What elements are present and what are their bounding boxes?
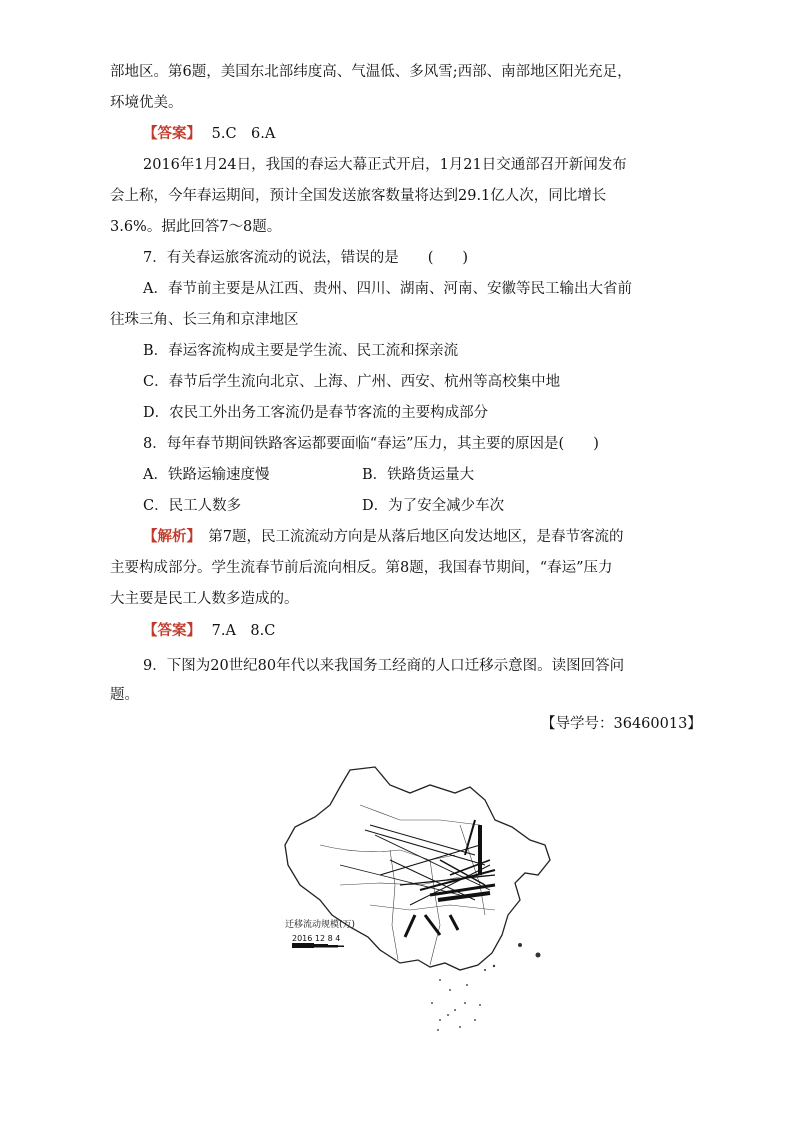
answer-line xyxy=(143,621,275,641)
question-8-option-b: B．铁路货运量大 xyxy=(362,467,475,483)
question-7-stem: 7．有关春运旅客流动的说法，错误的是 ( ) xyxy=(143,250,469,266)
question-8-option-a: A．铁路运输速度慢 xyxy=(143,467,270,483)
intro-line: 2016年1月24日，我国的春运大幕正式开启，1月21日交通部召开新闻发布 xyxy=(143,157,627,173)
question-8-stem: 8．每年春节期间铁路客运都要面临“春运”压力，其主要的原因是( ) xyxy=(143,436,599,452)
answer-tag: 【答案】 xyxy=(143,125,201,142)
answer-line xyxy=(143,124,275,144)
question-7-option-b: B．春运客流构成主要是学生流、民工流和探亲流 xyxy=(143,343,459,359)
analysis-text: 第7题，民工流流动方向是从落后地区向发达地区，是春节客流的 xyxy=(193,529,624,545)
analysis-line: 大主要是民工人数多造成的。 xyxy=(110,591,299,607)
answer-text: 7.A 8.C xyxy=(211,623,276,639)
paragraph-line: 部地区。第6题，美国东北部纬度高、气温低、多风雪;西部、南部地区阳光充足， xyxy=(110,64,632,80)
answer-text: 5.C 6.A xyxy=(211,126,276,142)
question-8-option-d: D．为了安全减少车次 xyxy=(362,498,505,514)
guide-number: 【导学号：36460013】 xyxy=(541,716,702,732)
analysis-line: 主要构成部分。学生流春节前后流向相反。第8题，我国春节期间，“春运”压力 xyxy=(110,560,613,576)
question-8-option-c: C．民工人数多 xyxy=(143,498,242,514)
question-7-option-a-cont: 往珠三角、长三角和京津地区 xyxy=(110,312,299,328)
question-9-stem-cont: 题。 xyxy=(110,687,139,703)
analysis-line xyxy=(143,527,623,547)
question-7-option-d: D．农民工外出务工客流仍是春节客流的主要构成部分 xyxy=(143,405,489,421)
migration-map xyxy=(280,765,570,1045)
map-legend-scale: 2016 12 8 4 xyxy=(292,934,341,943)
analysis-tag: 【解析】 xyxy=(143,528,194,545)
question-7-option-a: A．春节前主要是从江西、贵州、四川、湖南、河南、安徽等民工输出大省前 xyxy=(143,281,632,297)
question-7-option-c: C．春节后学生流向北京、上海、广州、西安、杭州等高校集中地 xyxy=(143,374,561,390)
intro-line: 3.6%。据此回答7～8题。 xyxy=(110,219,282,235)
intro-line: 会上称，今年春运期间，预计全国发送旅客数量将达到29.1亿人次，同比增长 xyxy=(110,188,607,204)
paragraph-line: 环境优美。 xyxy=(110,95,183,111)
map-legend-bars xyxy=(292,943,344,948)
question-9-stem: 9．下图为20世纪80年代以来我国务工经商的人口迁移示意图。读图回答问 xyxy=(143,658,625,674)
answer-tag: 【答案】 xyxy=(143,622,201,639)
map-legend-title: 迁移流动规模(万) xyxy=(285,920,356,930)
